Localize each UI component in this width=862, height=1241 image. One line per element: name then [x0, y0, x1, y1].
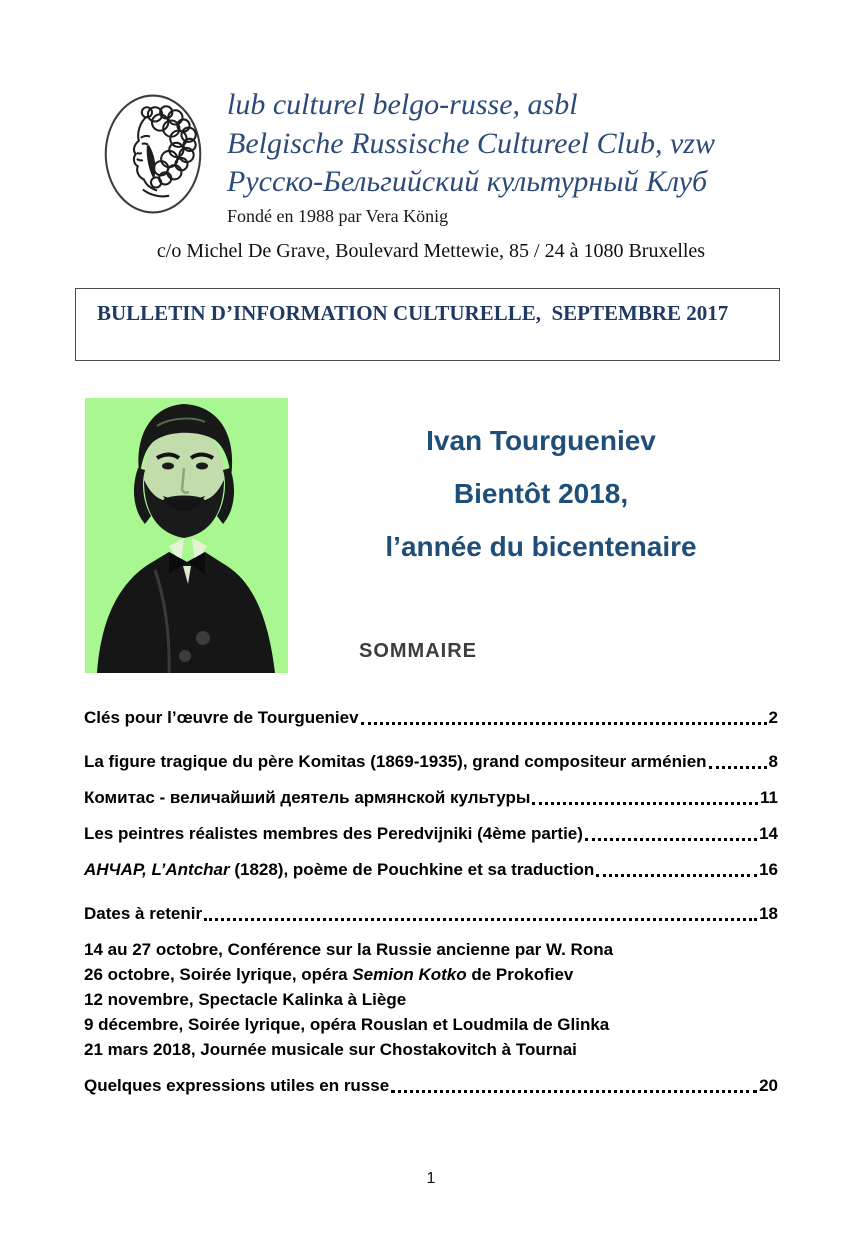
org-name-french: lub culturel belgo-russe, asbl [227, 88, 578, 121]
toc-page-number: 16 [759, 860, 778, 879]
toc-dot-leader [585, 838, 757, 841]
tourgueniev-portrait-image [85, 398, 288, 673]
toc-entry-text-segment: 14 au 27 octobre, Conférence sur la Russie ancienne par W. Rona [84, 940, 614, 959]
toc-entry [84, 903, 778, 924]
feature-title-line-1: Ivan Tourgueniev [426, 425, 656, 456]
toc-entry-text-segment: Dates à retenir [84, 904, 203, 923]
toc-entry-text [84, 1039, 577, 1060]
feature-title [318, 414, 764, 573]
toc-entry-text [84, 939, 613, 960]
toc-entry-text-segment: Комитас - величайший деятель армянской культуры [84, 788, 531, 807]
toc-dot-leader [596, 874, 757, 877]
contact-address: c/o Michel De Grave, Boulevard Mettewie, 85 / 24 à 1080 Bruxelles [156, 240, 706, 262]
toc-entry-text-segment: Les peintres réalistes membres des Peredvijniki (4ème partie) [84, 824, 583, 843]
org-name-block [227, 86, 807, 228]
org-name-dutch: Belgische Russische Cultureel Club, vzw [227, 126, 715, 160]
toc-entry-text-segment: (1828), poème de Pouchkine et sa traduction [229, 860, 595, 879]
toc-entry [84, 939, 778, 960]
toc-entry-text-segment: 21 mars 2018, Journée musicale sur Chostakovitch à Tournai [84, 1040, 577, 1059]
bulletin-banner-title: BULLETIN D’INFORMATION CULTURELLE, SEPTEMBRE 2017 [97, 301, 729, 325]
toc-entry [84, 823, 778, 844]
toc-entry-text [84, 1075, 389, 1096]
toc-entry-text [84, 859, 594, 880]
toc-entry-text-segment: 26 octobre, Soirée lyrique, opéra [84, 965, 353, 984]
toc-entry-text [84, 787, 530, 808]
toc-entry-text-segment: de Prokofiev [466, 965, 574, 984]
page-number: 1 [426, 1170, 436, 1187]
toc-entry-text [84, 964, 573, 985]
feature-title-line-2: Bientôt 2018, [453, 478, 629, 509]
toc-entry [84, 989, 778, 1010]
toc-entry-text-italic: Semion Kotko [352, 965, 467, 984]
toc-entry [84, 707, 778, 728]
toc-dot-leader [361, 722, 767, 725]
toc-entry-text [84, 1014, 609, 1035]
toc-entry-text [84, 823, 583, 844]
toc-entry [84, 751, 778, 772]
toc-entry-text-segment: La figure tragique du père Komitas (1869-1935), grand compositeur arménien [84, 752, 707, 771]
toc-page-number: 20 [759, 1076, 778, 1095]
toc-dot-leader [391, 1090, 757, 1093]
toc-entry [84, 787, 778, 808]
toc-entry-text [84, 707, 359, 728]
toc-page-number: 8 [768, 752, 778, 771]
founded-line: Fondé en 1988 par Vera König [227, 205, 449, 226]
toc-entry-text-segment: 12 novembre, Spectacle Kalinka à Liège [84, 990, 407, 1009]
toc-page-number: 11 [760, 788, 778, 807]
toc-entry-text [84, 989, 406, 1010]
toc-entry-text-segment: Clés pour l’œuvre de Tourgueniev [84, 708, 359, 727]
toc-entry [84, 859, 778, 880]
toc-entry [84, 1039, 778, 1060]
club-logo-pushkin-icon [101, 92, 205, 216]
toc-entry [84, 1014, 778, 1035]
toc-entry [84, 964, 778, 985]
toc-entry-text-italic: АНЧАР, L’Antchar [84, 860, 230, 879]
org-name-russian: Русско-Бельгийский культурный Клуб [227, 165, 708, 198]
sommaire-heading: SOMMAIRE [359, 640, 477, 662]
toc-entry-text-segment: 9 décembre, Soirée lyrique, opéra Rouslan et Loudmila de Glinka [84, 1015, 610, 1034]
toc-list [84, 707, 778, 1096]
toc-page-number: 14 [759, 824, 778, 843]
toc-dot-leader [532, 802, 758, 805]
toc-page-number: 18 [759, 904, 778, 923]
toc-page-number: 2 [768, 708, 778, 727]
toc-entry [84, 1075, 778, 1096]
toc-dot-leader [204, 918, 757, 921]
bulletin-banner-box [75, 288, 780, 361]
toc-entry-text [84, 903, 202, 924]
toc-entry-text-segment: Quelques expressions utiles en russe [84, 1076, 390, 1095]
toc-entry-text [84, 751, 707, 772]
toc-dot-leader [709, 766, 767, 769]
feature-title-line-3: l’année du bicentenaire [385, 531, 697, 562]
